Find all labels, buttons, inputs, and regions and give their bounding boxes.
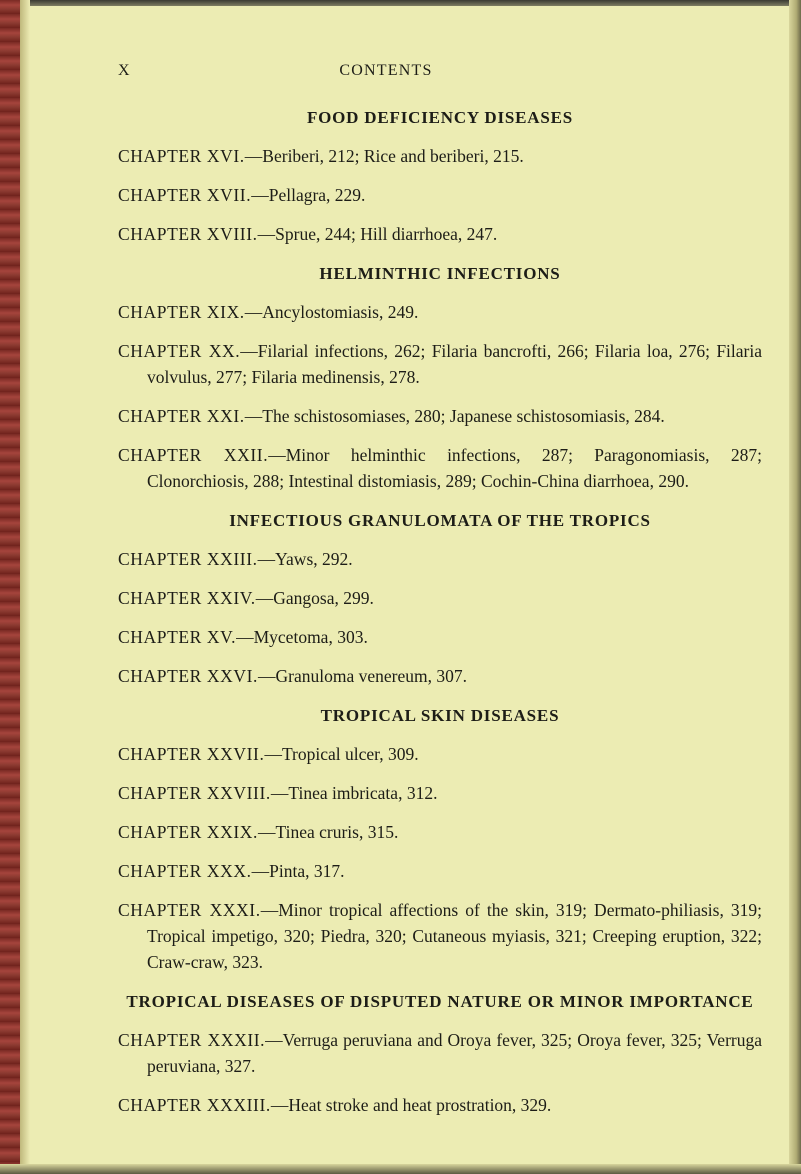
chapter-text: —Granuloma venereum, 307. [258,666,467,686]
section-heading: TROPICAL DISEASES OF DISPUTED NATURE OR MINOR IMPORTANCE [126,992,754,1011]
chapter-label: CHAPTER XXX. [118,861,252,881]
chapter-label: CHAPTER XVII. [118,185,252,205]
chapter-text: —Minor helminthic infections, 287; Paragonomiasis, 287; Clonorchiosis, 288; Intestinal distomiasis, 289; Cochin-China diarrhoea, 290. [147,445,762,491]
chapter-entry [118,546,762,572]
chapter-label: CHAPTER XVIII. [118,224,258,244]
chapter-entry [118,1092,762,1118]
chapter-text: —Tropical ulcer, 309. [264,744,419,764]
chapter-label: CHAPTER XV. [118,627,237,647]
chapter-text: —Gangosa, 299. [255,588,374,608]
chapter-entry [118,780,762,806]
chapter-label: CHAPTER XXIII. [118,549,258,569]
chapter-entry [118,897,762,975]
chapter-entry [118,741,762,767]
chapter-entry [118,143,762,169]
chapter-label: CHAPTER XXVIII. [118,783,271,803]
chapter-label: CHAPTER XXIV. [118,588,256,608]
chapter-label: CHAPTER XXXIII. [118,1095,271,1115]
chapter-label: CHAPTER XXVI. [118,666,259,686]
chapter-text: —Pinta, 317. [251,861,345,881]
chapter-entry [118,182,762,208]
page-bottom-edge [0,1164,801,1174]
section-heading: HELMINTHIC INFECTIONS [319,264,561,283]
chapter-label: CHAPTER XXXII. [118,1030,266,1050]
chapter-text: —Sprue, 244; Hill diarrhoea, 247. [257,224,498,244]
section-heading: TROPICAL SKIN DISEASES [320,706,560,725]
chapter-label: CHAPTER XX. [118,341,241,361]
chapter-text: —Filarial infections, 262; Filaria bancrofti, 266; Filaria loa, 276; Filaria volvulus, 277; Filaria medinensis, 278. [147,341,762,387]
chapter-label: CHAPTER XXVII. [118,744,265,764]
chapter-text: —Pellagra, 229. [251,185,366,205]
section-heading: FOOD DEFICIENCY DISEASES [306,108,574,127]
chapter-text: —Verruga peruviana and Oroya fever, 325; Oroya fever, 325; Verruga peruviana, 327. [147,1030,762,1076]
chapter-label: CHAPTER XXI. [118,406,245,426]
chapter-text: —Ancylostomiasis, 249. [244,302,419,322]
contents-list [118,106,762,1118]
chapter-entry [118,442,762,494]
chapter-entry [118,585,762,611]
chapter-entry [118,1027,762,1079]
chapter-text: —The schistosomiases, 280; Japanese schistosomiasis, 284. [244,406,665,426]
chapter-text: —Heat stroke and heat prostration, 329. [270,1095,552,1115]
chapter-entry [118,299,762,325]
chapter-entry [118,663,762,689]
page-right-edge [789,0,801,1174]
chapter-text: —Minor tropical affections of the skin, 319; Dermato-philiasis, 319; Tropical impetigo, 320; Piedra, 320; Cutaneous myiasis, 321; Creeping eruption, 322; Craw-craw, 323. [147,900,762,972]
chapter-label: CHAPTER XVI. [118,146,245,166]
chapter-label: CHAPTER XXII. [118,445,269,465]
book-page [30,6,789,1164]
chapter-entry [118,403,762,429]
section-heading: INFECTIOUS GRANULOMATA OF THE TROPICS [229,511,651,530]
chapter-entry [118,221,762,247]
book-spine-binding [0,0,20,1174]
chapter-entry [118,858,762,884]
chapter-text: —Beriberi, 212; Rice and beriberi, 215. [244,146,524,166]
chapter-label: CHAPTER XIX. [118,302,245,322]
chapter-label: CHAPTER XXXI. [118,900,261,920]
chapter-text: —Tinea cruris, 315. [258,822,399,842]
chapter-entry [118,624,762,650]
page-gutter-shadow [20,0,30,1174]
page-number: X [118,62,131,79]
chapter-label: CHAPTER XXIX. [118,822,259,842]
chapter-text: —Yaws, 292. [257,549,353,569]
chapter-entry [118,338,762,390]
chapter-entry [118,819,762,845]
chapter-text: —Mycetoma, 303. [236,627,368,647]
running-title: CONTENTS [339,62,433,79]
chapter-text: —Tinea imbricata, 312. [270,783,438,803]
